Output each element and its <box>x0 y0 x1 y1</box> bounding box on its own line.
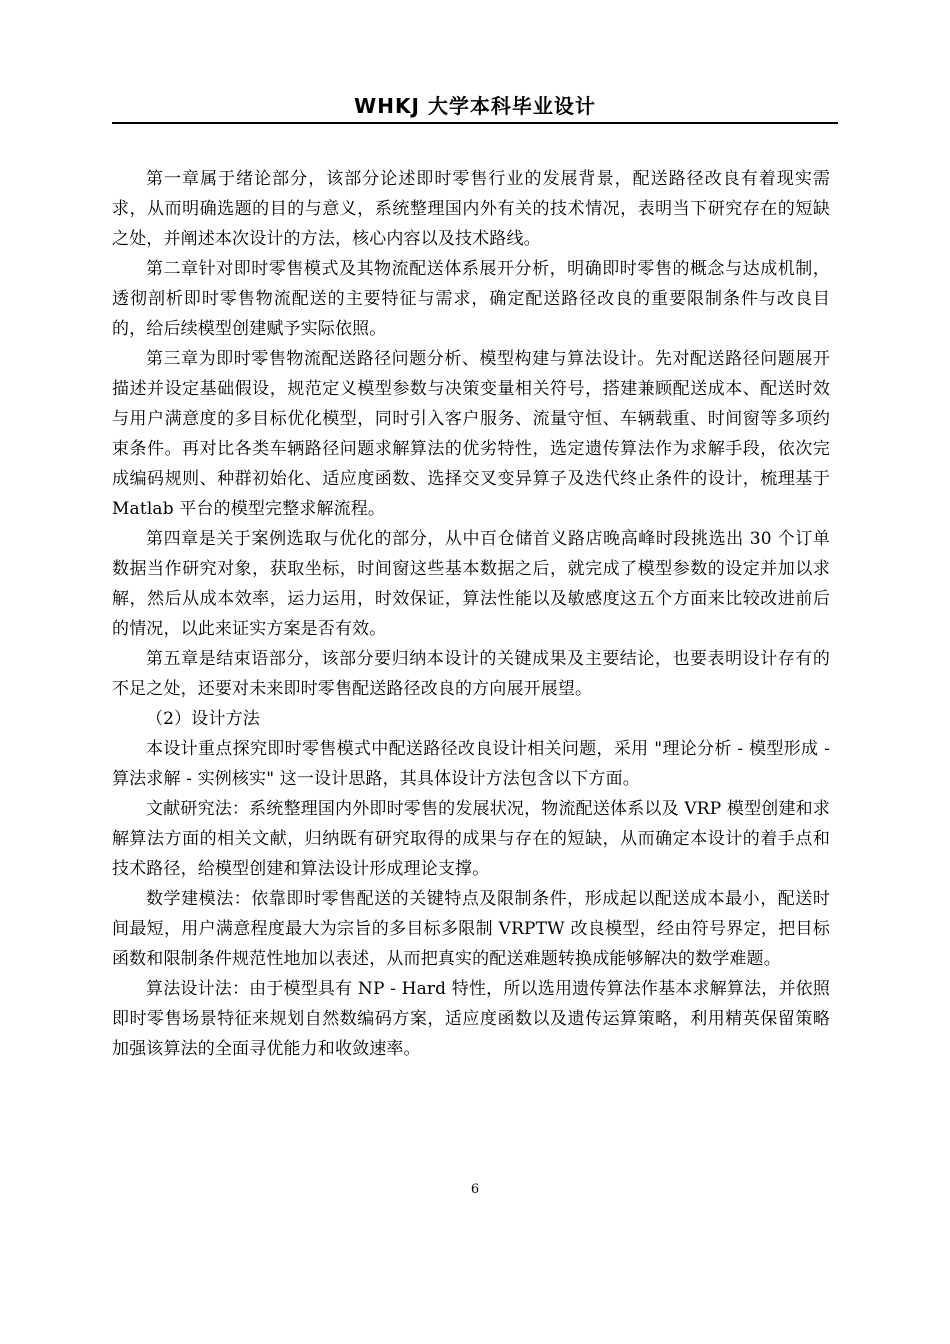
paragraph-literature-method: 文献研究法：系统整理国内外即时零售的发展状况，物流配送体系以及 VRP 模型创建和求解算法方面的相关文献，归纳既有研究取得的成果与存在的短缺，从而确定本设计的着手点和技术路径，给模型创建和算法设计形成理论支撑。 <box>112 799 830 879</box>
paragraph-chapter-5: 第五章是结束语部分，该部分要归纳本设计的关键成果及主要结论，也要表明设计存有的不足之处，还要对未来即时零售配送路径改良的方向展开展望。 <box>112 649 830 699</box>
page-number: 6 <box>470 1182 480 1197</box>
page-header-title: WHKJ 大学本科毕业设计 <box>354 94 596 118</box>
paragraph-chapter-1: 第一章属于绪论部分，该部分论述即时零售行业的发展背景，配送路径改良有着现实需求，从而明确选题的目的与意义，系统整理国内外有关的技术情况，表明当下研究存在的短缺之处，并阐述本次设计的方法，核心内容以及技术路线。 <box>112 169 830 249</box>
paragraph-chapter-4: 第四章是关于案例选取与优化的部分，从中百仓储首义路店晚高峰时段挑选出 30 个订单数据当作研究对象，获取坐标，时间窗这些基本数据之后，就完成了模型参数的设定并加以求解，然后从成本效率，运力运用，时效保证，算法性能以及敏感度这五个方面来比较改进前后的情况，以此来证实方案是否有效。 <box>112 529 830 639</box>
paragraph-design-approach: 本设计重点探究即时零售模式中配送路径改良设计相关问题，采用 "理论分析 - 模型形成 - 算法求解 - 实例核实" 这一设计思路，其具体设计方法包含以下方面。 <box>112 739 830 789</box>
paragraph-chapter-2: 第二章针对即时零售模式及其物流配送体系展开分析，明确即时零售的概念与达成机制，透彻剖析即时零售物流配送的主要特征与需求，确定配送路径改良的重要限制条件与改良目的，给后续模型创建赋予实际依照。 <box>112 259 830 339</box>
header-divider <box>112 122 838 124</box>
section-heading-design-method: （2）设计方法 <box>146 709 260 729</box>
body-text <box>112 164 830 1064</box>
paragraph-modeling-method: 数学建模法：依靠即时零售配送的关键特点及限制条件，形成起以配送成本最小，配送时间最短，用户满意程度最大为宗旨的多目标多限制 VRPTW 改良模型，经由符号界定，把目标函数和限制条件规范性地加以表述，从而把真实的配送难题转换成能够解决的数学难题。 <box>112 889 830 969</box>
paragraph-chapter-3: 第三章为即时零售物流配送路径问题分析、模型构建与算法设计。先对配送路径问题展开描述并设定基础假设，规范定义模型参数与决策变量相关符号，搭建兼顾配送成本、配送时效与用户满意度的多目标优化模型，同时引入客户服务、流量守恒、车辆载重、时间窗等多项约束条件。再对比各类车辆路径问题求解算法的优劣特性，选定遗传算法作为求解手段，依次完成编码规则、种群初始化、适应度函数、选择交叉变异算子及迭代终止条件的设计，梳理基于 Matlab 平台的模型完整求解流程。 <box>112 349 830 519</box>
paragraph-algorithm-method: 算法设计法：由于模型具有 NP - Hard 特性，所以选用遗传算法作基本求解算法，并依照即时零售场景特征来规划自然数编码方案，适应度函数以及遗传运算策略，利用精英保留策略加强该算法的全面寻优能力和收敛速率。 <box>112 979 830 1059</box>
